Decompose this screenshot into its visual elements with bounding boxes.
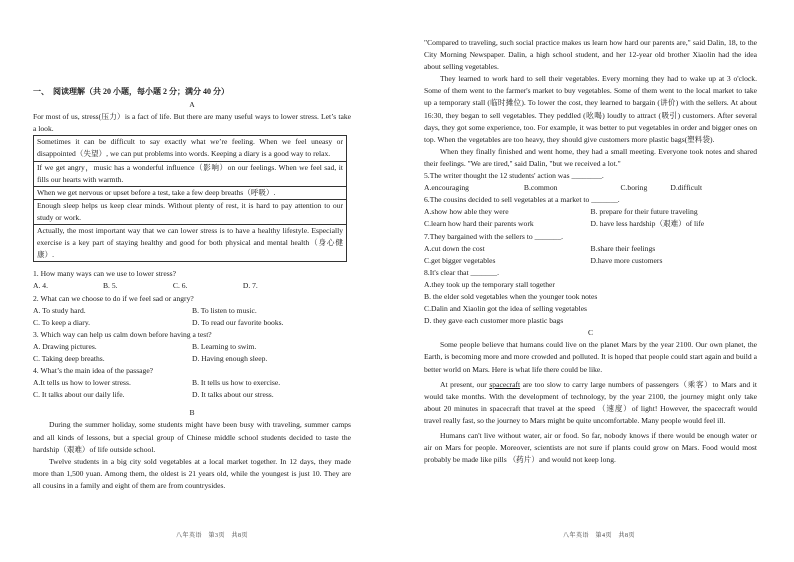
- option: B.share their feelings: [590, 243, 656, 253]
- underlined-word-spacecraft: spacecraft: [489, 379, 521, 389]
- right-page: [397, 0, 794, 562]
- option: C.Dalin and Xiaolin got the idea of selling vegetables: [424, 304, 588, 314]
- passage-b-label: B: [189, 408, 195, 418]
- page-footer: 八年英语 第4页 共8页: [563, 533, 636, 539]
- question-1: [33, 268, 351, 292]
- tip-4: Enough sleep helps us keep clear minds. Without plenty of rest, it is hard to pay attention to our study or work.: [34, 199, 347, 224]
- tip-1: Sometimes it can be difficult to say exactly what we’re feeling. When we feel uneasy or disappointed（失望）, we can put problems into words. Keeping a diary is a good way to relax.: [34, 136, 347, 161]
- option: C. 6.: [172, 281, 188, 291]
- section-heading: 一、 阅读理解（共 20 小题，每小题 2 分；满分 40 分）: [33, 87, 229, 96]
- option: D.difficult: [670, 183, 703, 193]
- passage-c-label: C: [587, 328, 594, 338]
- option: D. To read our favorite books.: [192, 317, 284, 327]
- tip-2: If we get angry，music has a wonderful influence（影响）on our feelings. When we feel sad, it fills our hearts with warmth.: [34, 161, 347, 186]
- question-7: [424, 231, 757, 267]
- question-3: [33, 329, 351, 365]
- left-column: [33, 86, 351, 492]
- question-6: [424, 194, 757, 230]
- option: C. Taking deep breaths.: [33, 353, 105, 363]
- option: B. It tells us how to exercise.: [192, 378, 281, 388]
- question-stem: 5.The writer thought the 12 students' action was ________.: [424, 171, 604, 181]
- question-stem: 3. Which way can help us calm down before having a test?: [33, 329, 212, 339]
- passage-b-paragraph-4: They learned to work hard to sell their vegetables. Every morning they had to wake up at 3 o'clock. Some of them went to the farmer's market to buy vegetables. Some of them went to the local market to take up a temporary stall (临时摊位). To lower the cost, they learned to bargain (讲价) with the sellers. At about 16:30, they began to sell vegetables. They peddled (吆喝) loudly to attract (吸引) customers. After several days, they got some experience, too. For example, it was better to put vegetables in order and bigger ones on top. When the vegetables are too heavy, they should give customers more plastic bags(塑料袋).: [424, 74, 757, 144]
- tip-3: When we get nervous or upset before a test, take a few deep breaths（呼吸）.: [34, 186, 347, 199]
- option: C. It talks about our daily life.: [33, 390, 125, 400]
- passage-b-paragraph-2: Twelve students in a big city sold vegetables at a local market together. In 12 days, they made more than 1,500 yuan. Among them, the oldest is 21 years old, while the youngest is just 10. They are all cousins in a family and eight of them are from countrysides.: [33, 456, 351, 490]
- option: B. the elder sold vegetables when the younger took notes: [424, 291, 598, 301]
- question-stem: 2. What can we choose to do if we feel sad or angry?: [33, 293, 194, 303]
- option: C. To keep a diary.: [33, 317, 91, 327]
- passage-a-intro: For most of us, stress(压力）is a fact of life. But there are many useful ways to lower stress. Let’s take a look.: [33, 112, 351, 134]
- option: C.get bigger vegetables: [424, 255, 496, 265]
- option: A.encouraging: [424, 183, 469, 193]
- option: D. 7.: [242, 281, 258, 291]
- question-stem: 1. How many ways can we use to lower stress?: [33, 269, 176, 279]
- question-stem: 4. What’s the main idea of the passage?: [33, 366, 154, 376]
- text-fragment: are too slow to carry large numbers of passengers（乘客）to Mars and it would take months. With the development of technology, by the year 2100, the journey might only take about 20 minutes in spacecraft that travel at the speed （速度）of light! However, the spacecraft would travel really fast, so the journey to Mars might be quite uncomfortable. Many people would feel ill.: [424, 379, 757, 425]
- option: A. 4.: [33, 281, 48, 291]
- question-stem: 8.It's clear that _______.: [424, 267, 499, 277]
- option: B. Learning to swim.: [192, 341, 257, 351]
- page-footer: 八年英语 第3页 共8页: [176, 533, 249, 539]
- option: A. To study hard.: [33, 305, 86, 315]
- option: A.they took up the temporary stall together: [424, 279, 555, 289]
- question-stem: 6.The cousins decided to sell vegetables at a market to _______.: [424, 195, 620, 205]
- tips-table: [33, 135, 347, 262]
- question-4: [33, 365, 351, 401]
- tip-5: Actually, the most important way that we can lower stress is to have a healthy lifestyle. Especially exercise is a key part of staying healthy and good for both physical and mental health（身心健康）.: [34, 225, 347, 262]
- passage-b-paragraph-1: During the summer holiday, some students might have been busy with traveling, summer camps and all kinds of lessons, but a special group of Chinese middle school students decided to taste the hardship（艰难）of life outside school.: [33, 420, 351, 454]
- option: C.learn how hard their parents work: [424, 219, 534, 229]
- option: C.boring: [620, 183, 648, 193]
- question-5: [424, 170, 757, 194]
- passage-c-paragraph-2: [424, 379, 757, 427]
- option: A.show how able they were: [424, 207, 509, 217]
- option: B. prepare for their future traveling: [590, 207, 698, 217]
- option: A.It tells us how to lower stress.: [33, 378, 131, 388]
- passage-b-paragraph-3: "Compared to traveling, such social practice makes us learn how hard our parents are," said Dalin, 18, to the City Morning Newspaper. Dalin, a high school student, and her 12-year old brother Xiaolin had the idea about selling vegetables.: [424, 38, 757, 72]
- passage-c-paragraph-1: Some people believe that humans could live on the planet Mars by the year 2100. Our own planet, the Earth, is becoming more and more crowded and polluted. It is hoped that people could start again and build a better world on Mars. Here is what life there could be like.: [424, 340, 757, 374]
- option: D. have less hardship（艰难）of life: [590, 219, 705, 229]
- question-2: [33, 293, 351, 329]
- passage-a-label: A: [189, 100, 195, 110]
- passage-b-paragraph-5: When they finally finished and went home, they had a small meeting. Everyone took notes and shared their feelings. "We are tired," said Dalin, "but we received a lot.": [424, 146, 757, 168]
- option: B. To listen to music.: [192, 305, 257, 315]
- question-8: [424, 267, 757, 327]
- option: D.have more customers: [590, 255, 663, 265]
- option: B.common: [523, 183, 558, 193]
- option: A.cut down the cost: [424, 243, 485, 253]
- option: A. Drawing pictures.: [33, 341, 97, 351]
- right-column: [424, 37, 757, 466]
- passage-c-paragraph-3: Humans can't live without water, air or food. So far, nobody knows if there would be enough water or air on Mars for people. Moreover, scientists are not sure if plants could grow on Mars. Food would most probably be made like pills （药片）and would not keep long.: [424, 431, 757, 465]
- option: D. Having enough sleep.: [192, 353, 268, 363]
- text-fragment: At present, our: [440, 379, 490, 389]
- question-stem: 7.They bargained with the sellers to _______.: [424, 231, 564, 241]
- option: D. they gave each customer more plastic bags: [424, 316, 564, 326]
- option: B. 5.: [102, 281, 118, 291]
- option: D. It talks about our stress.: [192, 390, 274, 400]
